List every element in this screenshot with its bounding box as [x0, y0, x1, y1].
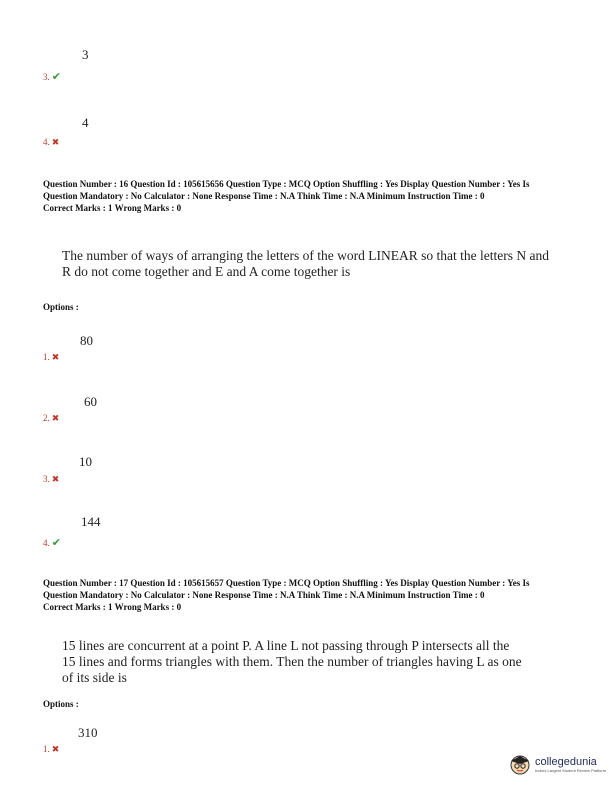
- cross-icon: ✖: [51, 137, 60, 147]
- cross-icon: ✖: [51, 413, 60, 423]
- option-number-label: 1.: [43, 744, 50, 754]
- option-number: [43, 413, 59, 424]
- cross-icon: ✖: [51, 744, 60, 754]
- options-label: Options :: [43, 699, 79, 709]
- question-text: [62, 638, 522, 686]
- option-value: 4: [82, 115, 89, 130]
- meta-line: Correct Marks : 1 Wrong Marks : 0: [43, 602, 182, 612]
- collegedunia-logo: [508, 752, 606, 776]
- meta-line: Correct Marks : 1 Wrong Marks : 0: [43, 203, 182, 213]
- question-line: The number of ways of arranging the letters of the word LINEAR so that the letters N and: [62, 248, 549, 263]
- cross-icon: ✖: [51, 474, 60, 484]
- option-value: 80: [80, 333, 93, 348]
- option-value: 310: [78, 725, 98, 740]
- question-line: of its side is: [62, 670, 127, 685]
- option-number: [43, 70, 61, 83]
- brand-name: collegedunia: [535, 755, 597, 768]
- option-value: 60: [84, 394, 97, 409]
- option-value: 3: [82, 47, 89, 62]
- options-label: Options :: [43, 302, 79, 312]
- check-icon: ✔: [51, 537, 61, 549]
- question-line: R do not come together and E and A come together is: [62, 264, 351, 279]
- meta-line: Question Number : 17 Question Id : 105615657 Question Type : MCQ Option Shuffling : Yes Display Question Number : Yes Is: [43, 578, 530, 588]
- question-meta: [43, 178, 529, 214]
- mascot-icon: [508, 752, 532, 776]
- option-value: 10: [79, 454, 92, 469]
- check-icon: ✔: [51, 71, 61, 83]
- option-number: [43, 474, 59, 485]
- question-text: [62, 248, 549, 280]
- meta-line: Question Number : 16 Question Id : 105615656 Question Type : MCQ Option Shuffling : Yes Display Question Number : Yes Is: [43, 179, 530, 189]
- question-line: 15 lines are concurrent at a point P. A line L not passing through P intersects all the: [62, 638, 510, 653]
- option-number-label: 2.: [43, 413, 50, 423]
- cross-icon: ✖: [51, 352, 60, 362]
- meta-line: Question Mandatory : No Calculator : None Response Time : N.A Think Time : N.A Minimum Instruction Time : 0: [43, 590, 485, 600]
- brand-tagline: India's Largest Student Review Platform: [535, 767, 607, 773]
- option-number: [43, 536, 61, 549]
- question-meta: [43, 577, 529, 613]
- option-number: [43, 352, 59, 363]
- option-number-label: 4.: [43, 137, 50, 147]
- option-number: [43, 744, 59, 755]
- option-number-label: 1.: [43, 352, 50, 362]
- option-number-label: 3.: [43, 474, 50, 484]
- meta-line: Question Mandatory : No Calculator : None Response Time : N.A Think Time : N.A Minimum Instruction Time : 0: [43, 191, 485, 201]
- option-number-label: 3.: [43, 72, 50, 82]
- option-value: 144: [81, 514, 101, 529]
- question-line: 15 lines and forms triangles with them. Then the number of triangles having L as one: [62, 654, 522, 669]
- option-number-label: 4.: [43, 538, 50, 548]
- option-number: [43, 137, 59, 148]
